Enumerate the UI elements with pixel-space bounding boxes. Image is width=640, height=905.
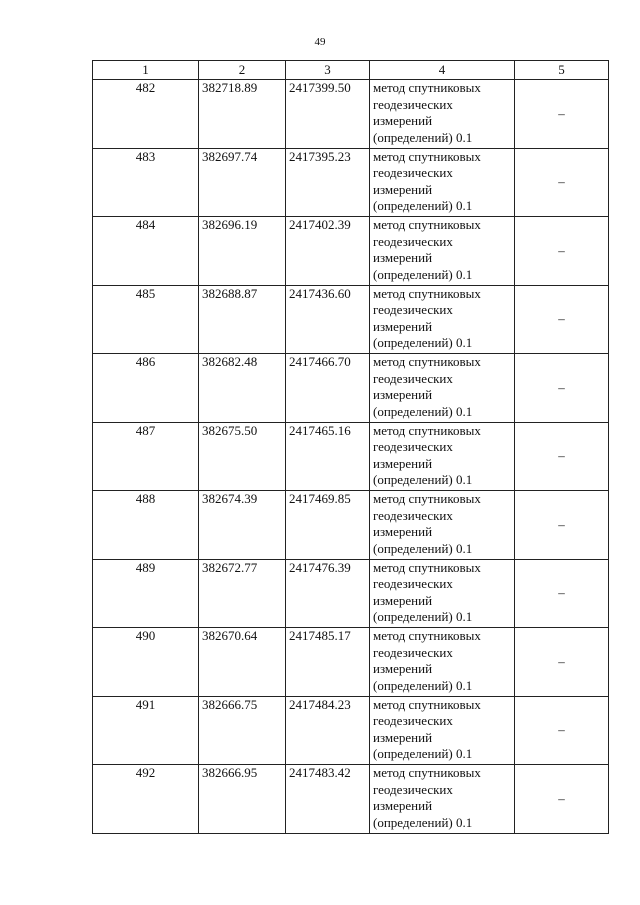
- method-text-line: (определений) 0.1: [373, 540, 473, 556]
- method-text-line: метод спутниковых: [373, 491, 481, 506]
- table-row: [93, 491, 609, 560]
- method-text-line: метод спутниковых: [373, 628, 481, 643]
- point-number-cell: 490: [93, 628, 199, 697]
- method-text-line: (определений) 0.1: [373, 403, 473, 419]
- coordinate-x-cell: 382697.74: [199, 148, 286, 217]
- method-cell: [370, 765, 515, 834]
- coordinate-x-cell: 382666.95: [199, 765, 286, 834]
- method-text-line: (определений) 0.1: [373, 129, 473, 145]
- point-number-cell: 489: [93, 559, 199, 628]
- header-cell-1: 1: [93, 61, 199, 80]
- method-cell: [370, 628, 515, 697]
- coordinate-y-cell: 2417395.23: [286, 148, 370, 217]
- description-cell: –: [515, 285, 609, 354]
- header-cell-2: 2: [199, 61, 286, 80]
- table-row: [93, 628, 609, 697]
- method-text-line: метод спутниковых: [373, 148, 481, 164]
- method-text-line: измерений: [373, 387, 433, 402]
- method-cell: [370, 285, 515, 354]
- method-text-line: измерений: [373, 592, 433, 608]
- coordinate-x-cell: 382674.39: [199, 491, 286, 560]
- description-cell: –: [515, 354, 609, 423]
- method-text-line: измерений: [373, 729, 433, 745]
- description-cell: –: [515, 148, 609, 217]
- method-text-line: геодезических: [373, 507, 453, 523]
- coordinate-x-cell: 382696.19: [199, 217, 286, 286]
- method-text-line: (определений) 0.1: [373, 677, 473, 693]
- coordinate-y-cell: 2417402.39: [286, 217, 370, 286]
- coordinate-x-cell: 382670.64: [199, 628, 286, 697]
- point-number-cell: 486: [93, 354, 199, 423]
- method-text-line: (определений) 0.1: [373, 198, 473, 213]
- point-number-cell: 482: [93, 80, 199, 149]
- method-cell: [370, 422, 515, 491]
- method-text-line: (определений) 0.1: [373, 746, 473, 761]
- coordinate-y-cell: 2417399.50: [286, 80, 370, 149]
- point-number-cell: 487: [93, 422, 199, 491]
- coordinate-x-cell: 382672.77: [199, 559, 286, 628]
- method-text-line: измерений: [373, 181, 433, 197]
- page-number: 49: [314, 36, 326, 48]
- description-cell: –: [515, 491, 609, 560]
- method-text-line: метод спутниковых: [373, 354, 481, 369]
- point-number-cell: 492: [93, 765, 199, 834]
- table-row: [93, 765, 609, 834]
- method-text-line: (определений) 0.1: [373, 335, 473, 350]
- method-cell: [370, 491, 515, 560]
- method-cell: [370, 559, 515, 628]
- method-text-line: геодезических: [373, 165, 453, 180]
- coordinate-y-cell: 2417484.23: [286, 696, 370, 765]
- coordinate-x-cell: 382718.89: [199, 80, 286, 149]
- point-number-cell: 488: [93, 491, 199, 560]
- coordinate-x-cell: 382688.87: [199, 285, 286, 354]
- description-cell: –: [515, 628, 609, 697]
- table-row: [93, 285, 609, 354]
- coordinate-x-cell: 382682.48: [199, 354, 286, 423]
- method-text-line: (определений) 0.1: [373, 266, 473, 282]
- table-row: [93, 217, 609, 286]
- header-cell-3: 3: [286, 61, 370, 80]
- method-text-line: измерений: [373, 250, 433, 265]
- table-row: [93, 354, 609, 423]
- method-cell: [370, 80, 515, 149]
- table-row: [93, 80, 609, 149]
- coordinate-x-cell: 382675.50: [199, 422, 286, 491]
- method-text-line: геодезических: [373, 233, 453, 249]
- method-cell: [370, 696, 515, 765]
- table-row: [93, 696, 609, 765]
- method-text-line: измерений: [373, 798, 433, 813]
- coordinate-y-cell: 2417483.42: [286, 765, 370, 834]
- method-text-line: метод спутниковых: [373, 765, 481, 780]
- method-text-line: геодезических: [373, 302, 453, 317]
- coordinate-y-cell: 2417436.60: [286, 285, 370, 354]
- method-text-line: измерений: [373, 318, 433, 334]
- method-cell: [370, 354, 515, 423]
- table-row: [93, 559, 609, 628]
- method-text-line: метод спутниковых: [373, 80, 481, 95]
- method-text-line: измерений: [373, 113, 433, 128]
- method-text-line: измерений: [373, 524, 433, 539]
- method-text-line: метод спутниковых: [373, 285, 481, 301]
- method-text-line: геодезических: [373, 781, 453, 797]
- description-cell: –: [515, 559, 609, 628]
- method-text-line: геодезических: [373, 713, 453, 728]
- method-text-line: метод спутниковых: [373, 696, 481, 712]
- method-cell: [370, 148, 515, 217]
- table-row: [93, 148, 609, 217]
- coordinate-y-cell: 2417465.16: [286, 422, 370, 491]
- method-text-line: метод спутниковых: [373, 422, 481, 438]
- coordinate-y-cell: 2417485.17: [286, 628, 370, 697]
- point-number-cell: 484: [93, 217, 199, 286]
- description-cell: –: [515, 422, 609, 491]
- method-text-line: геодезических: [373, 96, 453, 112]
- method-text-line: геодезических: [373, 644, 453, 660]
- method-text-line: геодезических: [373, 370, 453, 386]
- method-text-line: метод спутниковых: [373, 217, 481, 232]
- coordinate-y-cell: 2417476.39: [286, 559, 370, 628]
- method-text-line: измерений: [373, 661, 433, 676]
- point-number-cell: 485: [93, 285, 199, 354]
- method-text-line: метод спутниковых: [373, 559, 481, 575]
- header-row: [93, 61, 609, 80]
- table-row: [93, 422, 609, 491]
- point-number-cell: 483: [93, 148, 199, 217]
- coordinate-y-cell: 2417466.70: [286, 354, 370, 423]
- method-text-line: (определений) 0.1: [373, 472, 473, 487]
- header-cell-5: 5: [515, 61, 609, 80]
- header-cell-4: 4: [370, 61, 515, 80]
- description-cell: –: [515, 217, 609, 286]
- table-body: [93, 80, 609, 834]
- point-number-cell: 491: [93, 696, 199, 765]
- table-header: [93, 61, 609, 80]
- method-text-line: (определений) 0.1: [373, 609, 473, 624]
- coordinates-table: [92, 60, 609, 834]
- method-text-line: геодезических: [373, 439, 453, 454]
- method-text-line: (определений) 0.1: [373, 814, 473, 830]
- coordinate-y-cell: 2417469.85: [286, 491, 370, 560]
- description-cell: –: [515, 765, 609, 834]
- description-cell: –: [515, 80, 609, 149]
- method-text-line: измерений: [373, 455, 433, 471]
- description-cell: –: [515, 696, 609, 765]
- method-text-line: геодезических: [373, 576, 453, 591]
- method-cell: [370, 217, 515, 286]
- coordinate-x-cell: 382666.75: [199, 696, 286, 765]
